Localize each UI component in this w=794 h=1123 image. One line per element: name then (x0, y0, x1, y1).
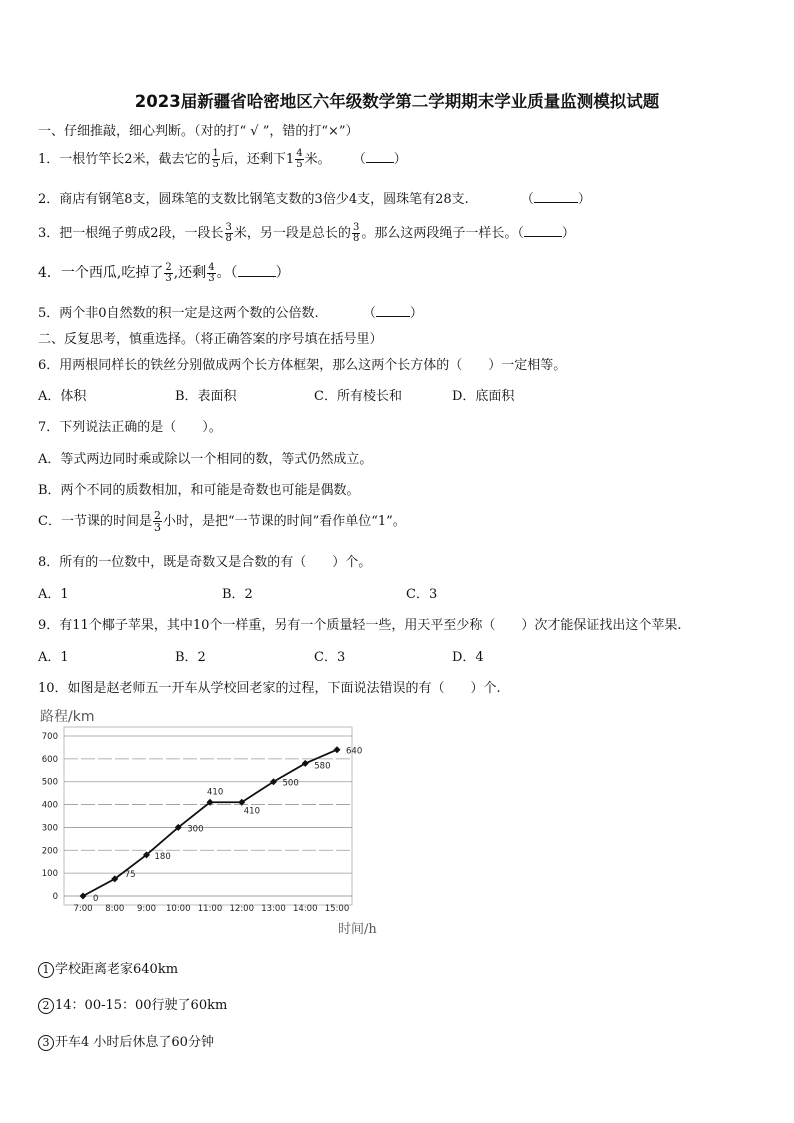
q8-option-c[interactable]: C．3 (406, 587, 438, 602)
question-7: 7．下列说法正确的是（ ）。 (38, 420, 222, 435)
q1-fraction-1 (212, 149, 220, 170)
question-3 (38, 222, 575, 244)
q4-f2-numerator: 4 (208, 261, 215, 273)
q9-option-c[interactable]: C．3 (314, 650, 346, 665)
q3-text-mid: 米，另一段是总长的 (233, 226, 351, 241)
data-label: 410 (243, 806, 260, 817)
q7-option-b[interactable]: B．两个不同的质数相加，和可能是奇数也可能是偶数。 (38, 483, 360, 498)
q1-fraction-2 (295, 149, 303, 170)
q3-f1-numerator: 3 (225, 222, 232, 233)
q2-paren-open: （ (520, 192, 534, 207)
q1-text-post: 米。 (304, 152, 331, 167)
q4-f2-denominator: 3 (208, 272, 215, 284)
question-4 (38, 262, 290, 284)
q9-option-d[interactable]: D．4 (452, 650, 484, 665)
data-label: 75 (124, 869, 136, 880)
q2-paren-close: ） (577, 192, 591, 207)
q1-paren-close: ） (393, 152, 407, 167)
q6-option-d[interactable]: D．底面积 (452, 389, 515, 404)
section1-heading: 一、仔细推敲，细心判断。（对的打“ √ ”，错的打“×”） (38, 124, 359, 139)
q3-text-pre: 3．把一根绳子剪成2段，一段长 (38, 226, 224, 241)
x-tick-label: 13:00 (261, 904, 286, 914)
data-label: 580 (314, 761, 331, 772)
q3-f2-numerator: 3 (352, 222, 360, 233)
q4-fraction-2 (207, 263, 215, 284)
q9-option-b[interactable]: B．2 (175, 650, 206, 665)
plot-frame (64, 727, 352, 905)
question-8: 8．所有的一位数中，既是奇数又是合数的有（ ）个。 (38, 555, 372, 570)
q4-f1-numerator: 2 (165, 261, 172, 273)
q1-text-pre: 1．一根竹竿长2米，截去它的 (38, 152, 211, 167)
q7-c-numerator: 2 (153, 509, 161, 522)
q5-text: 5．两个非0自然数的积一定是这两个数的公倍数. (38, 306, 319, 321)
data-point (80, 893, 87, 900)
x-tick-label: 12:00 (229, 904, 254, 914)
circled-number-3: 3 (38, 1035, 54, 1051)
data-point (302, 760, 309, 767)
q3-fraction-2 (352, 223, 360, 244)
q4-text-pre: 4．一个西瓜,吃掉了 (38, 265, 164, 281)
q4-answer-blank[interactable] (238, 264, 276, 277)
q7-c-fraction (153, 510, 162, 533)
x-tick-label: 9:00 (136, 904, 157, 914)
distance-time-chart (30, 700, 390, 940)
q10-statement-1 (38, 958, 178, 978)
q1-f1-numerator: 1 (212, 148, 219, 159)
q10-statement-3 (38, 1031, 214, 1051)
x-tick-label: 15:00 (324, 904, 350, 914)
q7-c-text-pre: C．一节课的时间是 (38, 514, 152, 529)
section2-heading: 二、反复思考，慎重选择。（将正确答案的序号填在括号里） (38, 332, 383, 347)
q7-option-c[interactable] (38, 510, 406, 533)
q7-c-denominator: 3 (153, 521, 161, 534)
q8-option-a[interactable]: A．1 (38, 587, 69, 602)
data-label: 640 (346, 746, 363, 757)
q4-paren-close: ） (275, 265, 290, 281)
q10-statement-2-text: 14：00-15：00行驶了60km (55, 998, 228, 1013)
q5-paren-open: （ (362, 306, 376, 321)
question-5 (38, 302, 423, 321)
q1-text-mid: 后，还剩下1 (220, 152, 295, 167)
question-2 (38, 188, 591, 207)
y-tick-label: 600 (41, 754, 58, 765)
q5-answer-blank[interactable] (376, 304, 410, 317)
q2-text: 2．商店有钢笔8支，圆珠笔的支数比钢笔支数的3倍少4支，圆珠笔有28支. (38, 192, 469, 207)
data-label: 500 (282, 778, 299, 789)
y-tick-label: 0 (52, 892, 58, 902)
q1-answer-blank[interactable] (366, 150, 394, 163)
circled-number-2: 2 (38, 998, 54, 1014)
question-1 (38, 148, 407, 170)
q7-c-text-post: 小时，是把“一节课的时间”看作单位“1”。 (162, 514, 406, 529)
x-tick-label: 8:00 (105, 904, 125, 914)
data-label: 0 (93, 894, 99, 904)
q4-text-mid: ,还剩 (173, 265, 207, 281)
data-point (334, 746, 341, 753)
y-axis-label: 路程/km (40, 709, 95, 725)
data-label: 180 (154, 851, 171, 862)
y-tick-label: 200 (41, 846, 58, 857)
x-tick-label: 10:00 (166, 904, 191, 914)
q4-fraction-1 (164, 263, 172, 284)
page-title: 2023届新疆省哈密地区六年级数学第二学期期末学业质量监测模拟试题 (134, 92, 660, 111)
y-tick-label: 400 (41, 800, 58, 811)
x-tick-label: 7:00 (73, 904, 93, 914)
x-tick-label: 14:00 (293, 904, 318, 914)
x-axis-label: 时间/h (338, 922, 377, 937)
q10-statement-2 (38, 994, 227, 1014)
q4-text-post: 。（ (216, 265, 238, 281)
q6-option-c[interactable]: C．所有棱长和 (314, 389, 402, 404)
q1-f1-denominator: 5 (212, 159, 219, 170)
data-label: 300 (187, 824, 204, 835)
circled-number-1: 1 (38, 962, 54, 978)
q1-paren-open: （ (352, 152, 366, 167)
q6-option-b[interactable]: B．表面积 (175, 389, 237, 404)
q6-option-a[interactable]: A．体积 (38, 389, 87, 404)
q3-answer-blank[interactable] (524, 224, 562, 237)
q3-fraction-1 (225, 223, 233, 244)
q3-f1-denominator: 8 (225, 233, 232, 244)
series-line (83, 750, 337, 896)
y-tick-label: 500 (41, 777, 58, 788)
q1-f2-numerator: 4 (296, 148, 303, 159)
q10-statement-1-text: 学校距离老家640km (55, 962, 179, 977)
y-tick-label: 100 (41, 869, 58, 880)
question-9: 9．有11个椰子苹果，其中10个一样重，另有一个质量轻一些，用天平至少称（ ）次才能保证找出这个苹果. (38, 618, 682, 633)
q3-text-post: 。那么这两段绳子一样长。（ (361, 226, 524, 241)
q2-answer-blank[interactable] (534, 190, 578, 203)
question-6: 6．用两根同样长的铁丝分别做成两个长方体框架，那么这两个长方体的（ ）一定相等。 (38, 358, 567, 373)
q8-option-b[interactable]: B．2 (222, 587, 253, 602)
q3-paren-close: ） (561, 226, 575, 241)
q1-f2-denominator: 5 (296, 159, 303, 170)
q4-f1-denominator: 3 (165, 272, 172, 284)
y-tick-label: 300 (41, 823, 58, 834)
q5-paren-close: ） (409, 306, 423, 321)
q9-option-a[interactable]: A．1 (38, 650, 69, 665)
data-label: 410 (207, 787, 224, 798)
question-10: 10．如图是赵老师五一开车从学校回老家的过程，下面说法错误的有（ ）个. (38, 681, 501, 696)
x-tick-label: 11:00 (197, 904, 223, 914)
q10-statement-3-text: 开车4 小时后休息了60分钟 (55, 1035, 214, 1050)
q3-f2-denominator: 8 (352, 233, 360, 244)
y-tick-label: 700 (41, 732, 58, 742)
q7-option-a[interactable]: A．等式两边同时乘或除以一个相同的数，等式仍然成立。 (38, 452, 373, 467)
